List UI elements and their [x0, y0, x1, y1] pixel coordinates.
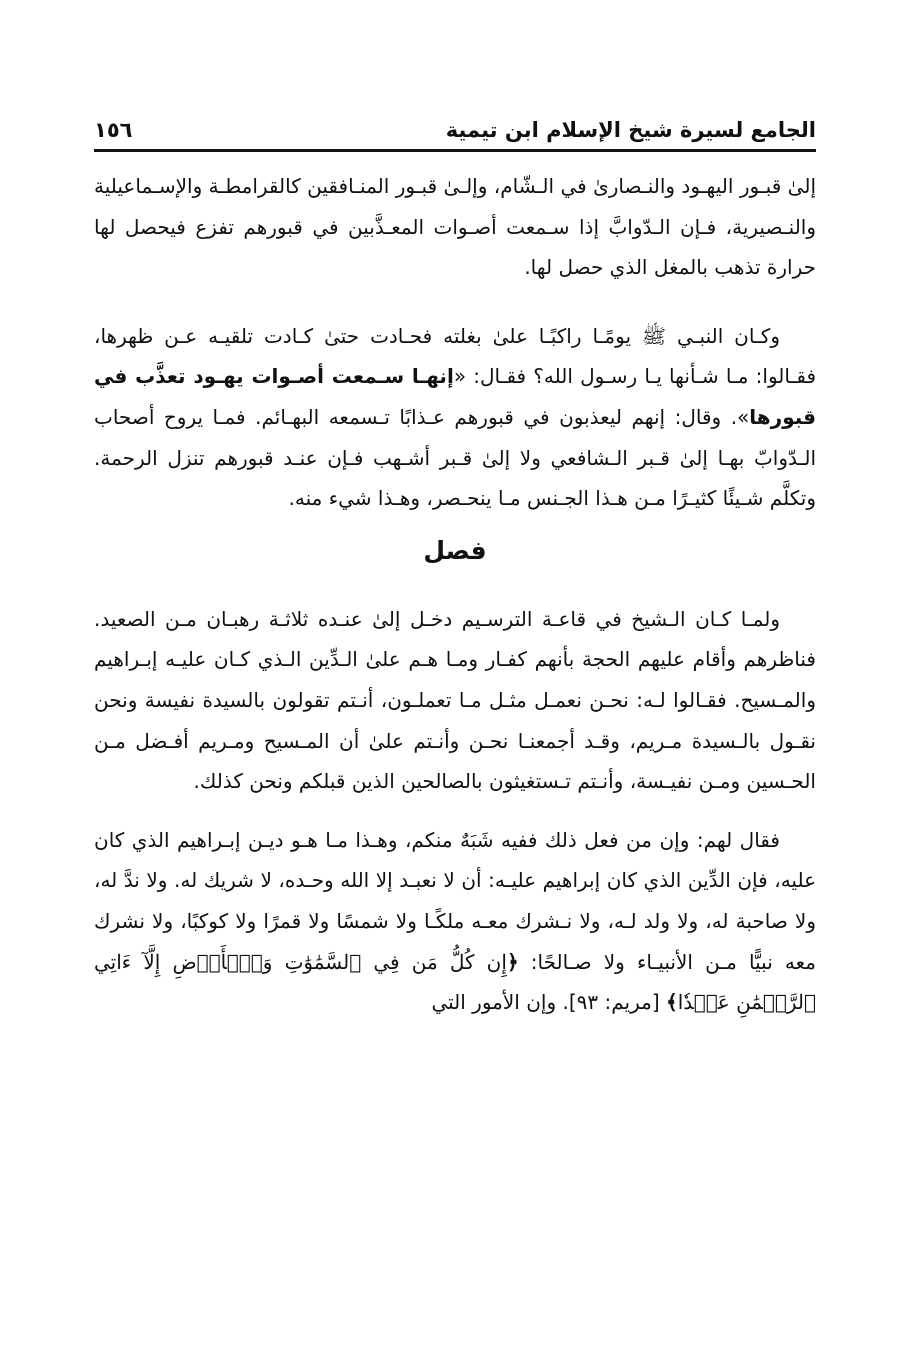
paragraph-prophet-mule-text-2: ». وقال: إنهم ليعذبون في قبورهم عـذابًا تـسمعه البهـائم. فمـا يروح أصحاب الـدّوابّ بهـا إلىٰ قـبر الـشافعي ولا إلىٰ قـبر أشـهب فـإن عنـد قبورهم تنزل الرحمة. وتكلَّم شـيئًا كثيـرًا مـن هـذا الجـنس مـا ينحـصر، وهـذا شيء منه. [94, 404, 816, 511]
paragraph-monks-debate: ولمـا كـان الـشيخ في قاعـة الترسـيم دخـل إلىٰ عنـده ثلاثـة رهبـان مـن الصعيد. فناظرهم وأقام عليهم الحجة بأنهم كفـار ومـا هـم علىٰ الـدِّين الـذي كـان عليـه إبـراهيم والمـسيح. فقـالوا لـه: نحـن نعمـل مثـل مـا تعملـون، أنـتم تقولون بالسيدة نفيسة ونحن نقـول بالـسيدة مـريم، وقـد أجمعنـا نحـن وأنـتم علىٰ أن المـسيح ومـريم أفـضل مـن الحـسين ومـن نفيـسة، وأنـتم تـستغيثون بالصالحين الذين قبلكم ونحن كذلك. [94, 606, 816, 794]
page-body [94, 166, 816, 1035]
paragraph-prophet-mule-text-1: وكـان النبـي ﷺ يومًـا راكبًـا علىٰ بغلته فحـادت حتىٰ كـادت تلقيـه عـن ظهرها، فقـالوا: مـا شـأنها يـا رسـول الله؟ فقـال: « [94, 323, 817, 389]
header-divider [94, 149, 816, 152]
paragraph-response-text-1: فقال لهم: وإن من فعل ذلك ففيه شَبَهٌ منكم، وهـذا مـا هـو ديـن إبـراهيم الذي كان عليه، فإن الدِّين الذي كان إبراهيم عليـه: أن لا نعبـد إلا الله وحـده، لا شريك له. ولا ندَّ له، ولا صاحبة له، ولا ولد لـه، ولا نـشرك معـه ملكًـا ولا شمسًا ولا قمرًا ولا كوكبًا، ولا نشرك معه نبيًّا مـن الأنبيـاء ولا صـالحًا: [94, 827, 816, 974]
page-number: ١٥٦ [94, 118, 133, 142]
page-header [94, 112, 816, 152]
quran-close-bracket: ﴾ [666, 990, 678, 1015]
paragraph-graves-continuation: إلىٰ قبـور اليهـود والنـصارىٰ في الـشّام، وإلـىٰ قبـور المنـافقين كالقرامطـة والإسـماعيلية والنـصيرية، فـإن الـدّوابَّ إذا سـمعت أصـوات المعـذَّبين في قبورهم تفزع فيحصل لها حرارة تذهب بالمغل الذي حصل لها. [94, 174, 816, 280]
section-heading: فصل [423, 535, 487, 565]
hadith-quote: إنهـا سـمعت أصـوات يهـود تعذَّب في قبورها [94, 364, 816, 429]
paragraph-prophet-mule [94, 316, 816, 519]
paragraph-response [94, 820, 816, 1023]
quran-open-bracket: ﴿ [506, 949, 519, 974]
running-title: الجامع لسيرة شيخ الإسلام ابن تيمية [445, 118, 816, 142]
quran-verse: إِن كُلُّ مَن فِي ٱلسَّمَٰوَٰتِ وَٱلۡأَرۡضِ إِلَّآ ءَاتِي ٱلرَّحۡمَٰنِ عَبۡدٗا [94, 949, 816, 1015]
paragraph-response-text-2: [مريم: ٩٣]. وإن الأمور التي [431, 990, 666, 1015]
